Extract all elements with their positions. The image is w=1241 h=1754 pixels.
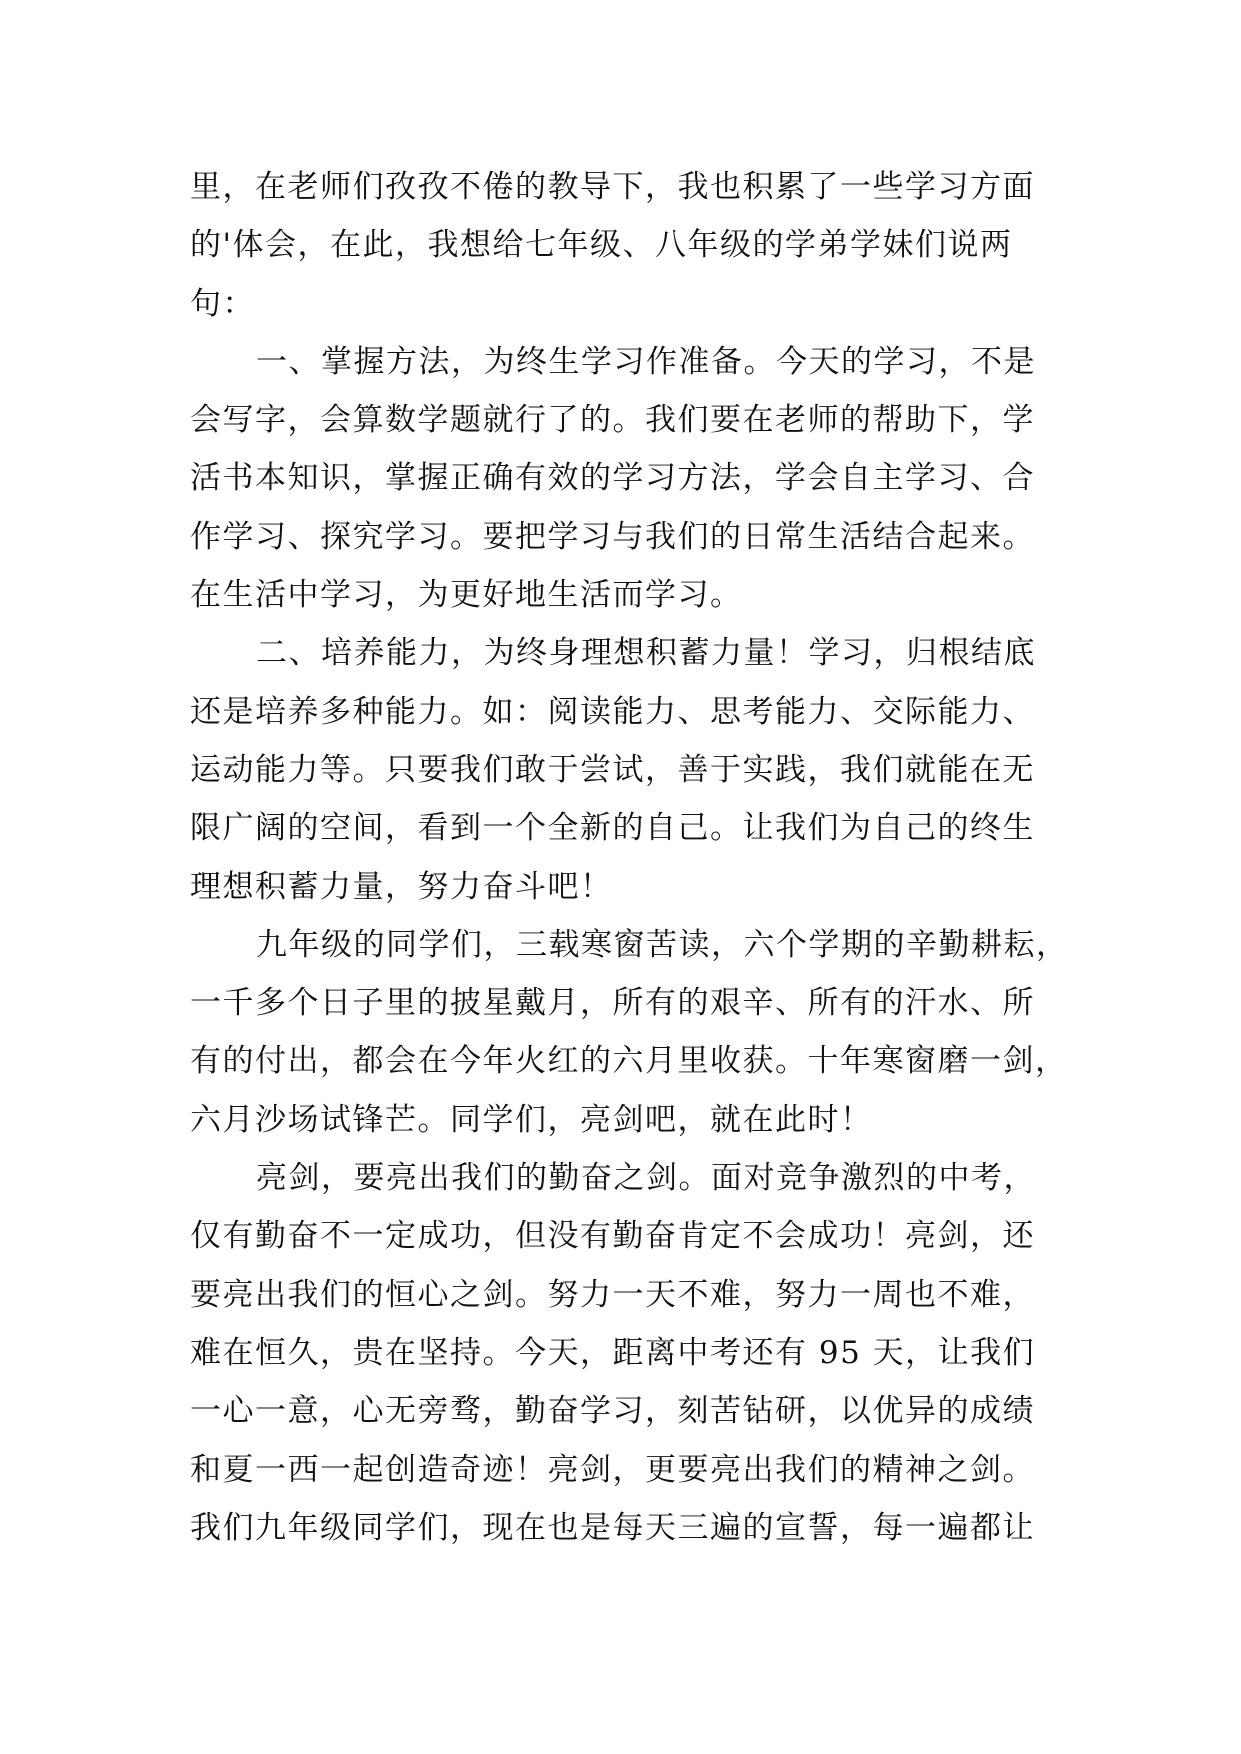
text-line: 活书本知识，掌握正确有效的学习方法，学会自主学习、合 <box>190 460 1035 497</box>
paragraph-first-line: 二、培养能力，为终身理想积蓄力量！学习，归根结底 <box>256 635 1036 672</box>
text-line: 一心一意，心无旁骛，勤奋学习，刻苦钻研，以优异的成绩 <box>190 1393 1035 1430</box>
paragraph-first-line: 九年级的同学们，三载寒窗苦读，六个学期的辛勤耕耘， <box>256 926 1069 963</box>
paragraph-first-line: 亮剑，要亮出我们的勤奋之剑。面对竞争激烈的中考， <box>256 1160 1036 1197</box>
text-line: 要亮出我们的恒心之剑。努力一天不难，努力一周也不难， <box>190 1276 1035 1313</box>
document-body-text <box>190 158 1070 1557</box>
text-line: 会写字，会算数学题就行了的。我们要在老师的帮助下，学 <box>190 402 1035 439</box>
text-line: 和夏一西一起创造奇迹！亮剑，更要亮出我们的精神之剑。 <box>190 1451 1035 1488</box>
text-line: 句： <box>190 285 255 322</box>
paragraph-first-line: 一、掌握方法，为终生学习作准备。今天的学习，不是 <box>256 343 1036 380</box>
text-line: 作学习、探究学习。要把学习与我们的日常生活结合起来。 <box>190 518 1035 555</box>
text-line: 在生活中学习，为更好地生活而学习。 <box>190 577 743 614</box>
text-line: 的'体会，在此，我想给七年级、八年级的学弟学妹们说两 <box>190 227 1013 264</box>
text-line: 理想积蓄力量，努力奋斗吧！ <box>190 868 613 905</box>
text-line: 一千多个日子里的披星戴月，所有的艰辛、所有的汗水、所 <box>190 985 1035 1022</box>
text-line: 有的付出，都会在今年火红的六月里收获。十年寒窗磨一剑， <box>190 1043 1068 1080</box>
text-line: 我们九年级同学们，现在也是每天三遍的宣誓，每一遍都让 <box>190 1509 1035 1546</box>
text-line: 仅有勤奋不一定成功，但没有勤奋肯定不会成功！亮剑，还 <box>190 1218 1035 1255</box>
text-line: 难在恒久，贵在坚持。今天，距离中考还有 95 天，让我们 <box>190 1334 1036 1371</box>
text-line: 限广阔的空间，看到一个全新的自己。让我们为自己的终生 <box>190 810 1035 847</box>
text-line: 里，在老师们孜孜不倦的教导下，我也积累了一些学习方面 <box>190 169 1035 205</box>
text-line: 还是培养多种能力。如：阅读能力、思考能力、交际能力、 <box>190 693 1035 730</box>
text-line: 六月沙场试锋芒。同学们，亮剑吧，就在此时！ <box>190 1101 873 1138</box>
text-line: 运动能力等。只要我们敢于尝试，善于实践，我们就能在无 <box>190 751 1035 788</box>
